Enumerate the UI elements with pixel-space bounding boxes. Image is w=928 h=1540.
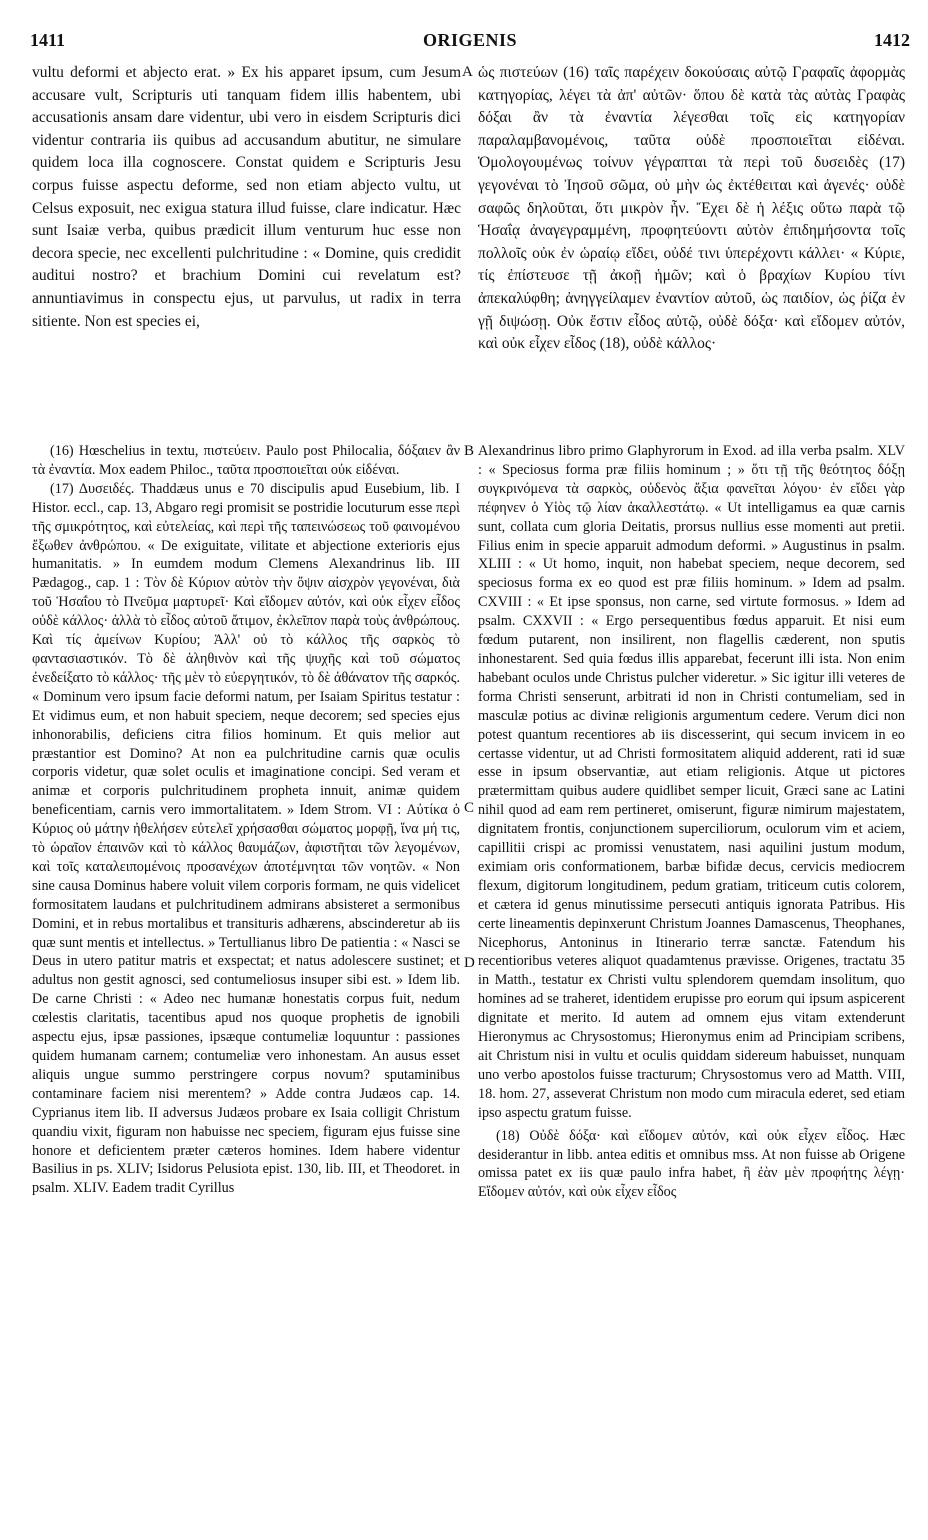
margin-letter-c: C — [464, 800, 475, 816]
footnotes-right-column — [478, 442, 905, 1202]
latin-paragraph: vultu deformi et abjecto erat. » Ex his apparet ipsum, cum Jesum accusare vult, Scripturis uti tanquam fidem illis habentem, ubi accusationis ansam dare videntur, ubi vero in eisdem Scripturis dici videntur contraria iis quibus ad accusandum abutitur, ne simulare quidem loca illa cognoscere. Constat quidem e Scripturis Jesu corpus fuisse aspectu deforme, sed non etiam abjecto vultu, ut Celsus exposuit, nec exigua statura illud fuisse, clare indicatur. Hæc sunt Isaiæ verba, quibus prædicit illum venturum huc esse non decora specie, nec excellenti pulchritudine : « Domine, quis credidit auditui nostro? et brachium Domini cui revelatum est? annuntiavimus in conspectu ejus, ut parvulus, ut radix in terra sitiente. Non est species ei, — [32, 64, 461, 330]
running-title: ORIGENIS — [422, 30, 518, 50]
margin-letter-a: A — [462, 64, 473, 80]
margin-letter-d: D — [464, 955, 475, 971]
page-header — [30, 30, 910, 56]
footnotes-left-column — [32, 442, 460, 1198]
margin-letter-b: B — [464, 443, 475, 459]
page-number-left: 1411 — [30, 30, 66, 50]
footnote-17-continued: Alexandrinus libro primo Glaphyrorum in Exod. ad illa verba psalm. XLV : « Speciosus forma præ filiis hominum ; » ὅτι τῇ τῆς θεότητος δόξῃ συγκρινόμενα τὰ σαρκὸς, οὐδενὸς ἄξια φανεῖται λόγου· ἐν εἴδει γὰρ πέφηνεν ὁ Υἱὸς τῷ λίαν ἀκαλλεστάτῳ. « Ut intelligamus ea quæ carnis sunt, collata cum gloria Deitatis, prorsus nullius esse momenti aut pretii. Filius enim in specie apparuit admodum deformi. » Augustinus in psalm. XLIII : « Ut homo, inquit, non habebat speciem, neque decorem, sed speciosus forma ex eo quod est præ filiis hominum. » Idem ad psalm. CXVIII : « Et ipse sponsus, non carne, sed virtute formosus. » Idem ad psalm. CXXVII : « Ergo persequentibus fœdus apparuit. Et nisi eum fœdum putarent, non insilirent, non flagellis cæderent, non sputis inhonestarent. Sed quia fœdus illis apparebat, fecerunt illi ista. Non enim habebant oculos unde Christus pulcher videretur. » Sic igitur illi veteres de forma Christi senserunt, arbitrati id non in Christi contumeliam, sed in masculæ potius ac divinæ religionis argumentum cedere. Verum dici non potest quantum recentiores ab iis discesserint, qui secum invicem in eo certasse videntur, ut ad Christi formositatem aliquid adderent, rati id suæ esse in ipsum observantiæ, aut etiam religionis. Atque ut pictores prætermittam quibus audere quidlibet semper licuit, Græci sane ac Latini nihil quod ad eam rem pertineret, omiserunt, figuræ nimirum majestatem, dignitatem frontis, conjunctionem superciliorum, oculorum vim et aciem, capillitii crispi ac promissi venustatem, nasi aquilini justum modum, eximiam oris conformationem, barbæ bifidæ decus, cervicis mediocrem flexum, digitorum longitudinem, pedum gratiam, triticeum cutis colorem, et cætera id genus minutissime persecuti antiquis ignorata Patribus. His certe lineamentis depinxerunt Christum Joannes Damascenus, Theophanes, Nicephorus, Antoninus in Itinerario terræ sanctæ. Fatendum his recentioribus veteres aliquot quadamtenus prævisse. Origenes, tractatu 35 in Matth., testatur ex Christi vultu splendorem quemdam insolitum, quo homines ad se traheret, identidem erupisse pro eorum qui ipsum aspicerent dignitate et merito. Id autem ad omnem ejus vitam extenderunt Hieronymus ac Chrysostomus; Hieronymus enim ad Principiam scribens, ait Christum nisi in vultu et oculis quiddam sidereum habuisset, nunquam uno verbo apostolos fuisse tracturum; Chrysostomus vero ad Matth. VIII, 18. hom. 27, asseverat Christum non modo cum miracula ederet, sed etiam ipso aspectu gratum fuisse. — [478, 443, 905, 1121]
greek-paragraph: ὡς πιστεύων (16) ταῖς παρέχειν δοκούσαις αὐτῷ Γραφαῖς ἀφορμὰς κατηγορίας, λέγει τὰ ἀπ' αὐτῶν· ὅπου δὲ κατὰ τὰς αὐτὰς Γραφὰς δόξαι ἂν τὰ ἐναντία λέγεσθαι τοῖς εἰς κατηγορίαν παραλαμβανομένοις, ταῦτα οὐδὲ προσποιεῖται εἰδέναι. Ὁμολογουμένως τοίνυν γέγραπται τὰ περὶ τοῦ δυσειδὲς (17) γεγονέναι τὸ Ἰησοῦ σῶμα, οὐ μὴν ὡς ἐκτέθειται καὶ ἀγενές· οὐδὲ σαφῶς δηλοῦται, ὅτι μικρὸν ἦν. Ἔχει δὲ ἡ λέξις οὕτω παρὰ τῷ Ἡσαΐᾳ ἀναγεγραμμένη, προφητεύοντι αὐτὸν ἐπιδημήσοντα τοῖς πολλοῖς οὐκ ἐν ὡραίῳ εἴδει, οὐδέ τινι ὑπερέχοντι κάλλει· « Κύριε, τίς ἐπίστευσε τῇ ἀκοῇ ἡμῶν; καὶ ὁ βραχίων Κυρίου τίνι ἀπεκαλύφθη; ἀνηγγείλαμεν ἐναντίον αὐτοῦ, ὡς παιδίον, ὡς ῥίζα ἐν γῇ διψώσῃ. Οὐκ ἔστιν εἶδος αὐτῷ, οὐδὲ δόξα· καὶ εἴδομεν αὐτόν, καὶ οὐκ εἶχεν εἶδος (18), οὐδὲ κάλλος· — [478, 64, 905, 353]
footnote-17: (17) Δυσειδές. Thaddæus unus e 70 discipulis apud Eusebium, lib. I Histor. eccl., cap. 13, Abgaro regi promisit se postridie locuturum esse περὶ τῆς σμικρότητος, καὶ εὐτελείας, καὶ περὶ τῆς ταπεινώσεως τοῦ φαινομένου ἔξωθεν ἀνθρώπου. « De exiguitate, vilitate et abjectione exterioris ejus humanitatis. » In eumdem modum Clemens Alexandrinus lib. III Pædagog., cap. 1 : Τὸν δὲ Κύριον αὐτὸν τὴν ὄψιν αἰσχρὸν γεγονέναι, διὰ τοῦ Ἡσαΐου τὸ Πνεῦμα μαρτυρεῖ· Καὶ εἴδομεν αὐτόν, καὶ οὐκ εἶχεν εἶδος οὐδὲ κάλλος· ἀλλὰ τὸ εἶδος αὐτοῦ ἄτιμον, ἐκλεῖπον παρὰ τοὺς ἀνθρώπους. Καὶ τίς ἀμείνων Κυρίου; Ἀλλ' οὐ τὸ κάλλος τῆς σαρκὸς τὸ φαντασιαστικόν. Τὸ δὲ ἀληθινὸν καὶ τῆς ψυχῆς καὶ τοῦ σώματος ἐνεδείξατο τὸ κάλλος· τῆς μὲν τὸ εὐεργητικόν, τὸ δὲ ἀθάνατον τῆς σαρκός. « Dominum vero ipsum facie deformi natum, per Isaiam Spiritus testatur : Et vidimus eum, et non habuit speciem, neque decorem; sed species ejus inhonorabilis, deficiens citra filios hominum. Et quis melior aut præstantior est Domino? At non ea pulchritudine carnis quæ oculis corporis videtur, quæ solet oculis et imaginatione concipi. Sed veram et animæ et corporis pulchritudinem propheta innuit, animæ quidem beneficentiam, carnis vero immortalitatem. » Idem Strom. VI : Αὐτίκα ὁ Κύριος οὐ μάτην ἠθελήσεν εὐτελεῖ χρήσασθαι σώματος μορφῇ, ἵνα μή τις, τὸ ὡραῖον ἐπαινῶν καὶ τὸ κάλλος θαυμάζων, ἀφιστῆται τῶν λεγομένων, καὶ τοῖς καταλειπομένοις προσανέχων ἀποτέμνηται τῶν νοητῶν. « Non sine causa Dominus habere voluit vilem corporis formam, ne quis videlicet formositatem laudans et pulchritudinem admirans absisteret a sermonibus Domini, et in rebus mortalibus et transituris adhærens, abscinderetur ab iis quæ sunt mentis et intellectus. » Tertullianus libro De patientia : « Nasci se Deus in utero patitur matris et exspectat; et natus adolescere sustinet; et adultus non gestit agnosci, sed contumeliosus insuper sibi est. » Idem lib. De carne Christi : « Adeo nec humanæ honestatis corpus fuit, nedum cœlestis claritatis, tacentibus apud nos quoque prophetis de ignobili aspectu ejus, ipsæ passiones, ipsæque contumeliæ loquuntur : passiones quidem humanam carnem; contumeliæ vero inhonestam. An ausus esset aliquis ungue summo perstringere corpus novum? sputaminibus contaminare faciem nisi merentem? » Adde contra Judæos cap. 14. Cyprianus item lib. II adversus Judæos probare ex Isaia colligit Christum quandiu vixit, figuram non habuisse nec speciem, figuram ejus fuisse sine honore et deficientem præter cæteros homines. Idem habere videntur Basilius in ps. XLIV; Isidorus Pelusiota epist. 130, lib. III, et Theodoret. in psalm. XLIV. Eadem tradit Cyrillus — [32, 480, 460, 1197]
page-number-right: 1412 — [874, 30, 910, 50]
greek-main-text — [478, 62, 905, 356]
footnote-18: (18) Οὐδὲ δόξα· καὶ εἴδομεν αὐτόν, καὶ οὐκ εἶχεν εἶδος. Hæc desiderantur in libb. antea editis et omnibus mss. At non fuisse ab Origene omissa patet ex iis quæ paulo infra habet, ἢ ἐὰν μὲν προφήτης λέγῃ· Εἴδομεν αὐτόν, καὶ οὐκ εἶχεν εἶδος — [478, 1127, 905, 1201]
footnote-16: (16) Hœschelius in textu, πιστεύειν. Paulo post Philocalia, δόξαιεν ἂν τὰ ἐναντία. Mox eadem Philoc., ταῦτα προσποιεῖται οὐκ εἰδέναι. — [32, 443, 460, 478]
latin-main-text — [32, 62, 461, 333]
